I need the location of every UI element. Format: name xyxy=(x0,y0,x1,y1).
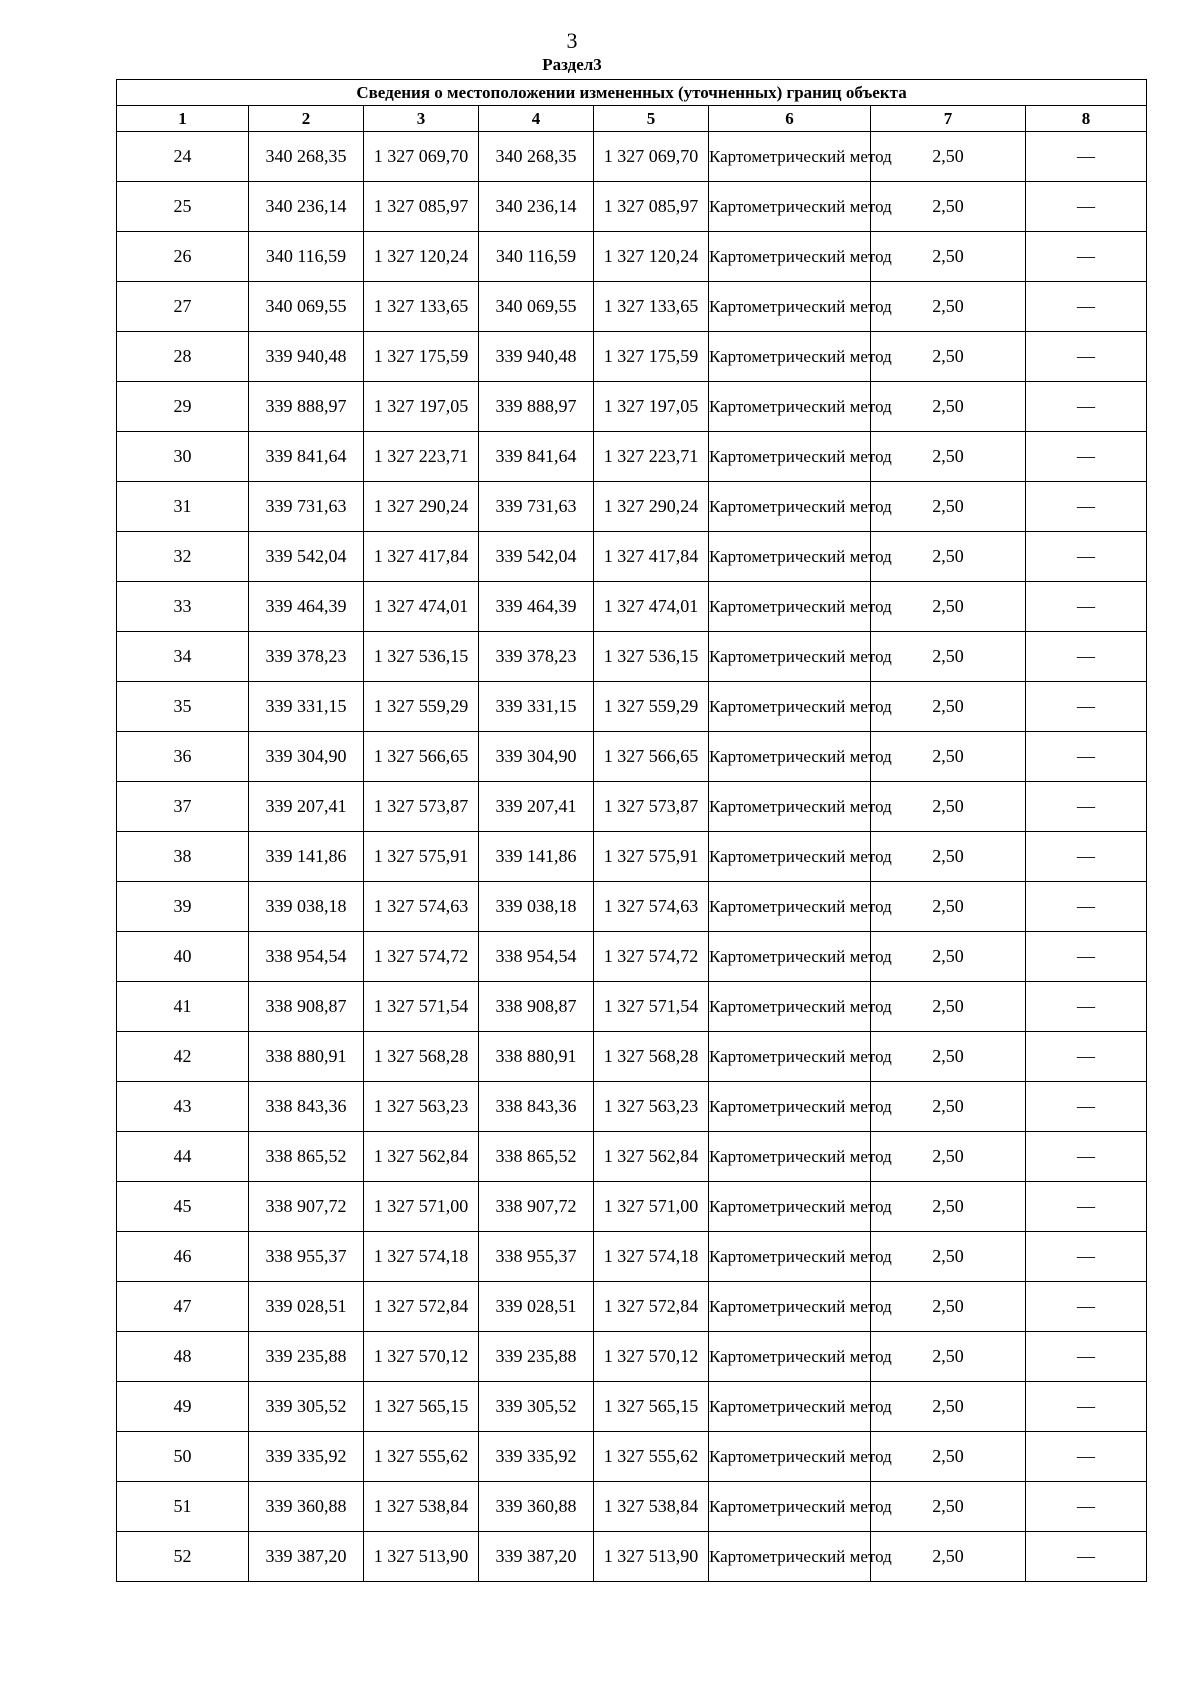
y-coordinate-new-cell: 1 327 568,28 xyxy=(594,1032,709,1082)
x-coordinate-cell: 340 268,35 xyxy=(249,132,364,182)
method-cell: Картометрический метод xyxy=(709,132,871,182)
column-number-3: 3 xyxy=(364,106,479,132)
point-number-cell: 47 xyxy=(117,1282,249,1332)
note-cell: — xyxy=(1026,882,1147,932)
x-coordinate-cell: 340 236,14 xyxy=(249,182,364,232)
table-row xyxy=(117,982,1147,1032)
table-row xyxy=(117,1032,1147,1082)
method-cell: Картометрический метод xyxy=(709,1132,871,1182)
y-coordinate-cell: 1 327 513,90 xyxy=(364,1532,479,1582)
x-coordinate-cell: 339 387,20 xyxy=(249,1532,364,1582)
y-coordinate-cell: 1 327 417,84 xyxy=(364,532,479,582)
point-number-cell: 32 xyxy=(117,532,249,582)
y-coordinate-new-cell: 1 327 417,84 xyxy=(594,532,709,582)
y-coordinate-cell: 1 327 085,97 xyxy=(364,182,479,232)
note-cell: — xyxy=(1026,582,1147,632)
column-number-6: 6 xyxy=(709,106,871,132)
x-coordinate-cell: 339 464,39 xyxy=(249,582,364,632)
point-number-cell: 30 xyxy=(117,432,249,482)
coordinates-table xyxy=(116,79,1147,1582)
point-number-cell: 36 xyxy=(117,732,249,782)
y-coordinate-new-cell: 1 327 571,54 xyxy=(594,982,709,1032)
point-number-cell: 26 xyxy=(117,232,249,282)
table-row xyxy=(117,1282,1147,1332)
x-coordinate-new-cell: 338 954,54 xyxy=(479,932,594,982)
x-coordinate-cell: 338 955,37 xyxy=(249,1232,364,1282)
x-coordinate-cell: 339 304,90 xyxy=(249,732,364,782)
x-coordinate-cell: 339 331,15 xyxy=(249,682,364,732)
table-row xyxy=(117,482,1147,532)
table-row xyxy=(117,282,1147,332)
note-cell: — xyxy=(1026,432,1147,482)
table-row xyxy=(117,782,1147,832)
y-coordinate-new-cell: 1 327 573,87 xyxy=(594,782,709,832)
note-cell: — xyxy=(1026,332,1147,382)
table-caption: Сведения о местоположении измененных (уточненных) границ объекта xyxy=(117,80,1147,106)
method-cell: Картометрический метод xyxy=(709,882,871,932)
point-number-cell: 28 xyxy=(117,332,249,382)
x-coordinate-new-cell: 340 069,55 xyxy=(479,282,594,332)
method-cell: Картометрический метод xyxy=(709,1082,871,1132)
y-coordinate-new-cell: 1 327 571,00 xyxy=(594,1182,709,1232)
accuracy-cell: 2,50 xyxy=(871,532,1026,582)
x-coordinate-new-cell: 340 268,35 xyxy=(479,132,594,182)
note-cell: — xyxy=(1026,832,1147,882)
x-coordinate-new-cell: 339 304,90 xyxy=(479,732,594,782)
table-row xyxy=(117,1432,1147,1482)
x-coordinate-new-cell: 339 888,97 xyxy=(479,382,594,432)
x-coordinate-cell: 339 360,88 xyxy=(249,1482,364,1532)
y-coordinate-cell: 1 327 572,84 xyxy=(364,1282,479,1332)
method-cell: Картометрический метод xyxy=(709,332,871,382)
x-coordinate-new-cell: 339 387,20 xyxy=(479,1532,594,1582)
accuracy-cell: 2,50 xyxy=(871,1032,1026,1082)
x-coordinate-cell: 339 335,92 xyxy=(249,1432,364,1482)
note-cell: — xyxy=(1026,782,1147,832)
x-coordinate-cell: 338 865,52 xyxy=(249,1132,364,1182)
method-cell: Картометрический метод xyxy=(709,1182,871,1232)
accuracy-cell: 2,50 xyxy=(871,632,1026,682)
y-coordinate-new-cell: 1 327 575,91 xyxy=(594,832,709,882)
accuracy-cell: 2,50 xyxy=(871,1082,1026,1132)
y-coordinate-cell: 1 327 120,24 xyxy=(364,232,479,282)
x-coordinate-new-cell: 339 464,39 xyxy=(479,582,594,632)
y-coordinate-cell: 1 327 571,00 xyxy=(364,1182,479,1232)
y-coordinate-new-cell: 1 327 474,01 xyxy=(594,582,709,632)
table-row xyxy=(117,1232,1147,1282)
method-cell: Картометрический метод xyxy=(709,732,871,782)
accuracy-cell: 2,50 xyxy=(871,382,1026,432)
x-coordinate-new-cell: 340 236,14 xyxy=(479,182,594,232)
note-cell: — xyxy=(1026,732,1147,782)
y-coordinate-cell: 1 327 563,23 xyxy=(364,1082,479,1132)
y-coordinate-cell: 1 327 555,62 xyxy=(364,1432,479,1482)
accuracy-cell: 2,50 xyxy=(871,1182,1026,1232)
column-number-7: 7 xyxy=(871,106,1026,132)
note-cell: — xyxy=(1026,932,1147,982)
section-title: Раздел3 xyxy=(542,55,602,74)
point-number-cell: 39 xyxy=(117,882,249,932)
point-number-cell: 31 xyxy=(117,482,249,532)
accuracy-cell: 2,50 xyxy=(871,932,1026,982)
accuracy-cell: 2,50 xyxy=(871,1382,1026,1432)
table-row xyxy=(117,1332,1147,1382)
y-coordinate-new-cell: 1 327 133,65 xyxy=(594,282,709,332)
note-cell: — xyxy=(1026,1032,1147,1082)
note-cell: — xyxy=(1026,232,1147,282)
method-cell: Картометрический метод xyxy=(709,682,871,732)
x-coordinate-new-cell: 339 360,88 xyxy=(479,1482,594,1532)
method-cell: Картометрический метод xyxy=(709,982,871,1032)
x-coordinate-new-cell: 339 038,18 xyxy=(479,882,594,932)
point-number-cell: 45 xyxy=(117,1182,249,1232)
accuracy-cell: 2,50 xyxy=(871,732,1026,782)
y-coordinate-cell: 1 327 536,15 xyxy=(364,632,479,682)
x-coordinate-new-cell: 338 955,37 xyxy=(479,1232,594,1282)
x-coordinate-new-cell: 339 335,92 xyxy=(479,1432,594,1482)
y-coordinate-cell: 1 327 069,70 xyxy=(364,132,479,182)
method-cell: Картометрический метод xyxy=(709,832,871,882)
y-coordinate-cell: 1 327 565,15 xyxy=(364,1382,479,1432)
point-number-cell: 34 xyxy=(117,632,249,682)
note-cell: — xyxy=(1026,982,1147,1032)
accuracy-cell: 2,50 xyxy=(871,1482,1026,1532)
x-coordinate-cell: 338 880,91 xyxy=(249,1032,364,1082)
y-coordinate-cell: 1 327 574,72 xyxy=(364,932,479,982)
table-row xyxy=(117,332,1147,382)
column-number-4: 4 xyxy=(479,106,594,132)
y-coordinate-new-cell: 1 327 574,18 xyxy=(594,1232,709,1282)
method-cell: Картометрический метод xyxy=(709,482,871,532)
x-coordinate-new-cell: 340 116,59 xyxy=(479,232,594,282)
table-row xyxy=(117,432,1147,482)
note-cell: — xyxy=(1026,1382,1147,1432)
y-coordinate-new-cell: 1 327 562,84 xyxy=(594,1132,709,1182)
y-coordinate-new-cell: 1 327 555,62 xyxy=(594,1432,709,1482)
x-coordinate-new-cell: 338 907,72 xyxy=(479,1182,594,1232)
point-number-cell: 52 xyxy=(117,1532,249,1582)
x-coordinate-cell: 339 378,23 xyxy=(249,632,364,682)
note-cell: — xyxy=(1026,1082,1147,1132)
y-coordinate-new-cell: 1 327 120,24 xyxy=(594,232,709,282)
x-coordinate-new-cell: 339 841,64 xyxy=(479,432,594,482)
table-row xyxy=(117,832,1147,882)
x-coordinate-cell: 338 908,87 xyxy=(249,982,364,1032)
accuracy-cell: 2,50 xyxy=(871,1532,1026,1582)
y-coordinate-cell: 1 327 573,87 xyxy=(364,782,479,832)
note-cell: — xyxy=(1026,382,1147,432)
method-cell: Картометрический метод xyxy=(709,932,871,982)
x-coordinate-cell: 339 305,52 xyxy=(249,1382,364,1432)
x-coordinate-cell: 339 888,97 xyxy=(249,382,364,432)
point-number-cell: 44 xyxy=(117,1132,249,1182)
y-coordinate-new-cell: 1 327 085,97 xyxy=(594,182,709,232)
x-coordinate-cell: 338 954,54 xyxy=(249,932,364,982)
page-number: 3 xyxy=(566,28,578,53)
y-coordinate-new-cell: 1 327 223,71 xyxy=(594,432,709,482)
note-cell: — xyxy=(1026,182,1147,232)
x-coordinate-cell: 338 843,36 xyxy=(249,1082,364,1132)
accuracy-cell: 2,50 xyxy=(871,882,1026,932)
column-number-8: 8 xyxy=(1026,106,1147,132)
y-coordinate-new-cell: 1 327 570,12 xyxy=(594,1332,709,1382)
table-row xyxy=(117,232,1147,282)
y-coordinate-new-cell: 1 327 574,72 xyxy=(594,932,709,982)
point-number-cell: 25 xyxy=(117,182,249,232)
y-coordinate-cell: 1 327 570,12 xyxy=(364,1332,479,1382)
point-number-cell: 46 xyxy=(117,1232,249,1282)
column-number-5: 5 xyxy=(594,106,709,132)
table-row xyxy=(117,632,1147,682)
y-coordinate-new-cell: 1 327 513,90 xyxy=(594,1532,709,1582)
note-cell: — xyxy=(1026,1132,1147,1182)
y-coordinate-new-cell: 1 327 574,63 xyxy=(594,882,709,932)
method-cell: Картометрический метод xyxy=(709,182,871,232)
point-number-cell: 41 xyxy=(117,982,249,1032)
accuracy-cell: 2,50 xyxy=(871,482,1026,532)
note-cell: — xyxy=(1026,1482,1147,1532)
point-number-cell: 35 xyxy=(117,682,249,732)
column-number-1: 1 xyxy=(117,106,249,132)
note-cell: — xyxy=(1026,1532,1147,1582)
method-cell: Картометрический метод xyxy=(709,582,871,632)
point-number-cell: 43 xyxy=(117,1082,249,1132)
method-cell: Картометрический метод xyxy=(709,532,871,582)
x-coordinate-cell: 339 038,18 xyxy=(249,882,364,932)
x-coordinate-cell: 339 207,41 xyxy=(249,782,364,832)
y-coordinate-cell: 1 327 559,29 xyxy=(364,682,479,732)
x-coordinate-new-cell: 339 305,52 xyxy=(479,1382,594,1432)
y-coordinate-new-cell: 1 327 536,15 xyxy=(594,632,709,682)
point-number-cell: 51 xyxy=(117,1482,249,1532)
table-row xyxy=(117,682,1147,732)
y-coordinate-cell: 1 327 133,65 xyxy=(364,282,479,332)
accuracy-cell: 2,50 xyxy=(871,1432,1026,1482)
x-coordinate-cell: 339 841,64 xyxy=(249,432,364,482)
y-coordinate-cell: 1 327 574,18 xyxy=(364,1232,479,1282)
table-row xyxy=(117,1132,1147,1182)
x-coordinate-new-cell: 338 865,52 xyxy=(479,1132,594,1182)
y-coordinate-cell: 1 327 566,65 xyxy=(364,732,479,782)
x-coordinate-new-cell: 339 940,48 xyxy=(479,332,594,382)
method-cell: Картометрический метод xyxy=(709,782,871,832)
method-cell: Картометрический метод xyxy=(709,632,871,682)
x-coordinate-cell: 339 542,04 xyxy=(249,532,364,582)
point-number-cell: 29 xyxy=(117,382,249,432)
note-cell: — xyxy=(1026,1182,1147,1232)
y-coordinate-new-cell: 1 327 566,65 xyxy=(594,732,709,782)
point-number-cell: 27 xyxy=(117,282,249,332)
note-cell: — xyxy=(1026,282,1147,332)
x-coordinate-cell: 340 116,59 xyxy=(249,232,364,282)
y-coordinate-new-cell: 1 327 069,70 xyxy=(594,132,709,182)
y-coordinate-cell: 1 327 290,24 xyxy=(364,482,479,532)
y-coordinate-new-cell: 1 327 559,29 xyxy=(594,682,709,732)
method-cell: Картометрический метод xyxy=(709,1432,871,1482)
point-number-cell: 48 xyxy=(117,1332,249,1382)
y-coordinate-cell: 1 327 223,71 xyxy=(364,432,479,482)
note-cell: — xyxy=(1026,532,1147,582)
x-coordinate-cell: 340 069,55 xyxy=(249,282,364,332)
note-cell: — xyxy=(1026,632,1147,682)
note-cell: — xyxy=(1026,1232,1147,1282)
y-coordinate-new-cell: 1 327 197,05 xyxy=(594,382,709,432)
accuracy-cell: 2,50 xyxy=(871,832,1026,882)
y-coordinate-cell: 1 327 574,63 xyxy=(364,882,479,932)
method-cell: Картометрический метод xyxy=(709,1282,871,1332)
y-coordinate-cell: 1 327 175,59 xyxy=(364,332,479,382)
table-row xyxy=(117,1082,1147,1132)
method-cell: Картометрический метод xyxy=(709,382,871,432)
note-cell: — xyxy=(1026,682,1147,732)
table-row xyxy=(117,1182,1147,1232)
method-cell: Картометрический метод xyxy=(709,232,871,282)
note-cell: — xyxy=(1026,1332,1147,1382)
accuracy-cell: 2,50 xyxy=(871,182,1026,232)
table-row xyxy=(117,382,1147,432)
x-coordinate-new-cell: 338 908,87 xyxy=(479,982,594,1032)
point-number-cell: 40 xyxy=(117,932,249,982)
y-coordinate-cell: 1 327 474,01 xyxy=(364,582,479,632)
accuracy-cell: 2,50 xyxy=(871,232,1026,282)
x-coordinate-new-cell: 339 542,04 xyxy=(479,532,594,582)
accuracy-cell: 2,50 xyxy=(871,132,1026,182)
x-coordinate-cell: 339 940,48 xyxy=(249,332,364,382)
table-row xyxy=(117,182,1147,232)
accuracy-cell: 2,50 xyxy=(871,1282,1026,1332)
y-coordinate-new-cell: 1 327 175,59 xyxy=(594,332,709,382)
table-row xyxy=(117,1532,1147,1582)
method-cell: Картометрический метод xyxy=(709,1482,871,1532)
x-coordinate-new-cell: 339 028,51 xyxy=(479,1282,594,1332)
accuracy-cell: 2,50 xyxy=(871,982,1026,1032)
method-cell: Картометрический метод xyxy=(709,1032,871,1082)
method-cell: Картометрический метод xyxy=(709,282,871,332)
x-coordinate-new-cell: 339 378,23 xyxy=(479,632,594,682)
point-number-cell: 24 xyxy=(117,132,249,182)
table-row xyxy=(117,132,1147,182)
note-cell: — xyxy=(1026,1282,1147,1332)
point-number-cell: 42 xyxy=(117,1032,249,1082)
column-number-row xyxy=(117,106,1147,132)
table-row xyxy=(117,1482,1147,1532)
point-number-cell: 38 xyxy=(117,832,249,882)
y-coordinate-cell: 1 327 571,54 xyxy=(364,982,479,1032)
x-coordinate-cell: 339 028,51 xyxy=(249,1282,364,1332)
accuracy-cell: 2,50 xyxy=(871,1332,1026,1382)
y-coordinate-cell: 1 327 568,28 xyxy=(364,1032,479,1082)
accuracy-cell: 2,50 xyxy=(871,782,1026,832)
accuracy-cell: 2,50 xyxy=(871,682,1026,732)
x-coordinate-cell: 339 235,88 xyxy=(249,1332,364,1382)
x-coordinate-new-cell: 339 235,88 xyxy=(479,1332,594,1382)
method-cell: Картометрический метод xyxy=(709,432,871,482)
note-cell: — xyxy=(1026,132,1147,182)
point-number-cell: 49 xyxy=(117,1382,249,1432)
accuracy-cell: 2,50 xyxy=(871,282,1026,332)
y-coordinate-cell: 1 327 538,84 xyxy=(364,1482,479,1532)
table-row xyxy=(117,532,1147,582)
x-coordinate-cell: 338 907,72 xyxy=(249,1182,364,1232)
table-row xyxy=(117,732,1147,782)
x-coordinate-new-cell: 338 843,36 xyxy=(479,1082,594,1132)
column-number-2: 2 xyxy=(249,106,364,132)
method-cell: Картометрический метод xyxy=(709,1232,871,1282)
x-coordinate-new-cell: 339 207,41 xyxy=(479,782,594,832)
x-coordinate-new-cell: 338 880,91 xyxy=(479,1032,594,1082)
point-number-cell: 33 xyxy=(117,582,249,632)
table-row xyxy=(117,932,1147,982)
accuracy-cell: 2,50 xyxy=(871,1232,1026,1282)
table-row xyxy=(117,582,1147,632)
y-coordinate-cell: 1 327 197,05 xyxy=(364,382,479,432)
x-coordinate-cell: 339 141,86 xyxy=(249,832,364,882)
y-coordinate-new-cell: 1 327 290,24 xyxy=(594,482,709,532)
y-coordinate-new-cell: 1 327 565,15 xyxy=(594,1382,709,1432)
note-cell: — xyxy=(1026,1432,1147,1482)
table-row xyxy=(117,882,1147,932)
accuracy-cell: 2,50 xyxy=(871,432,1026,482)
x-coordinate-new-cell: 339 731,63 xyxy=(479,482,594,532)
accuracy-cell: 2,50 xyxy=(871,1132,1026,1182)
x-coordinate-new-cell: 339 331,15 xyxy=(479,682,594,732)
y-coordinate-new-cell: 1 327 572,84 xyxy=(594,1282,709,1332)
y-coordinate-new-cell: 1 327 538,84 xyxy=(594,1482,709,1532)
x-coordinate-cell: 339 731,63 xyxy=(249,482,364,532)
table-body xyxy=(117,132,1147,1582)
x-coordinate-new-cell: 339 141,86 xyxy=(479,832,594,882)
method-cell: Картометрический метод xyxy=(709,1532,871,1582)
method-cell: Картометрический метод xyxy=(709,1332,871,1382)
method-cell: Картометрический метод xyxy=(709,1382,871,1432)
y-coordinate-cell: 1 327 562,84 xyxy=(364,1132,479,1182)
point-number-cell: 37 xyxy=(117,782,249,832)
table-row xyxy=(117,1382,1147,1432)
y-coordinate-new-cell: 1 327 563,23 xyxy=(594,1082,709,1132)
accuracy-cell: 2,50 xyxy=(871,582,1026,632)
note-cell: — xyxy=(1026,482,1147,532)
accuracy-cell: 2,50 xyxy=(871,332,1026,382)
point-number-cell: 50 xyxy=(117,1432,249,1482)
y-coordinate-cell: 1 327 575,91 xyxy=(364,832,479,882)
